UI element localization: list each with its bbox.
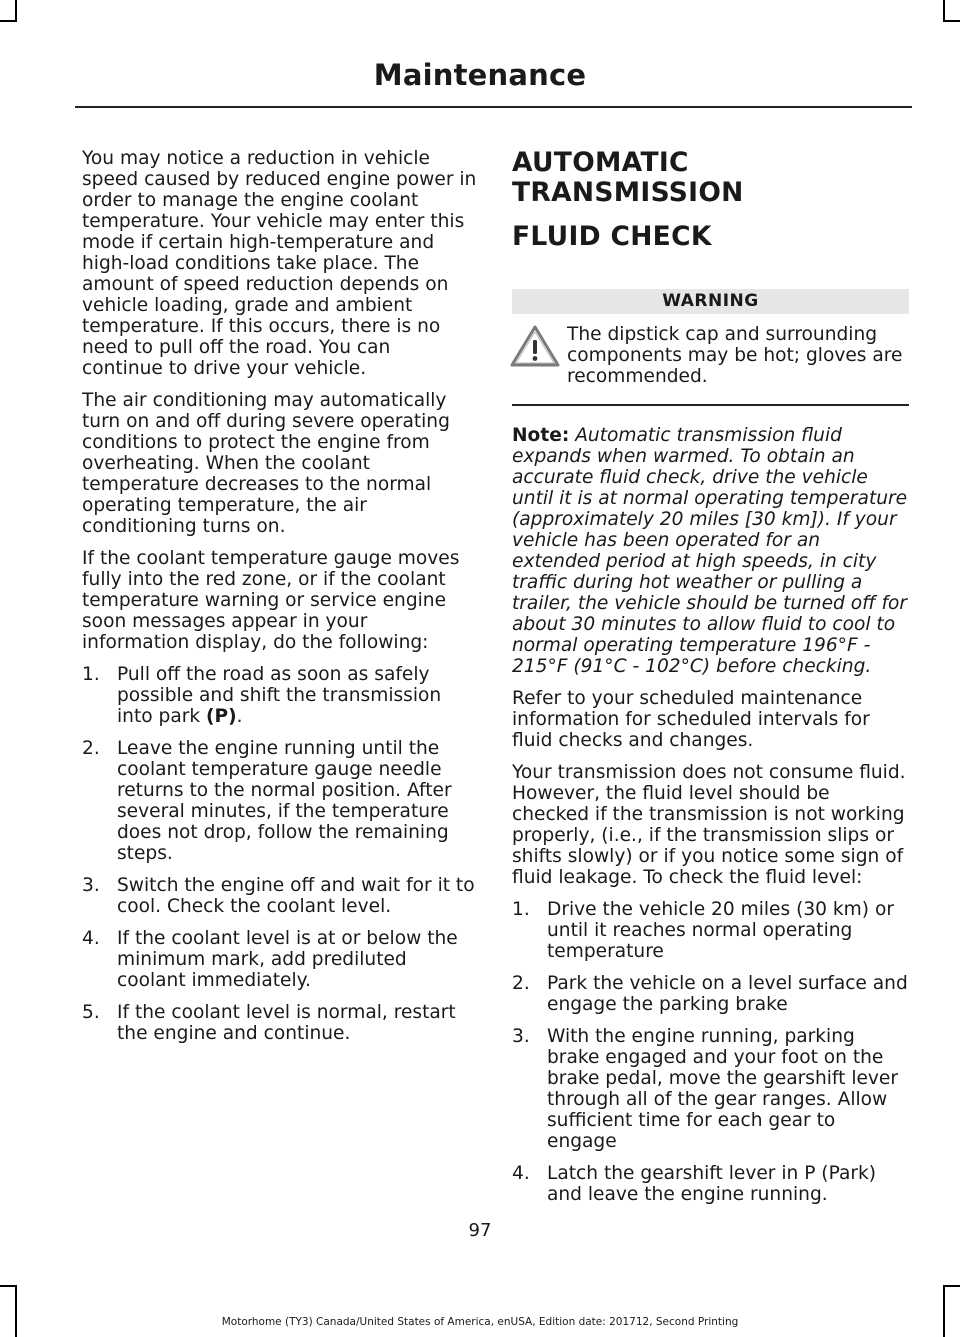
step-number: 2. <box>82 738 100 759</box>
step-end: . <box>236 706 243 727</box>
paragraph: Refer to your scheduled maintenance information for scheduled intervals for fluid checks and changes. <box>512 687 870 751</box>
crop-mark <box>0 1285 17 1287</box>
warning-triangle-icon <box>509 323 561 369</box>
crop-mark <box>943 20 960 22</box>
coolant-steps-list <box>82 664 477 1044</box>
list-item <box>512 1026 909 1152</box>
step-text: Pull off the road as soon as safely possible and shift the transmission into park <box>117 664 442 727</box>
park-label: (P) <box>206 706 237 727</box>
step-number: 4. <box>512 1162 530 1184</box>
note-label: Note: <box>512 424 570 446</box>
list-item <box>512 899 909 962</box>
section-heading-line: FLUID CHECK <box>512 221 712 252</box>
paragraph: The air conditioning may automatically turn on and off during severe operating conditions to protect the engine from overheating. When the coolant temperature decreases to the normal operating temperature, the air conditioning turns on. <box>82 390 450 537</box>
list-item <box>82 664 477 727</box>
step-number: 5. <box>82 1002 100 1023</box>
warning-divider <box>512 404 909 406</box>
step-number: 2. <box>512 972 530 994</box>
warning-box <box>512 314 909 394</box>
page-number: 97 <box>468 1220 492 1241</box>
crop-mark <box>15 1285 17 1337</box>
fluid-check-steps-list <box>512 899 909 1205</box>
step-number: 3. <box>512 1025 530 1047</box>
step-text: With the engine running, parking brake engaged and your foot on the brake pedal, move the gearshift lever through all of the gear ranges. Allow sufficient time for each gear to engage <box>547 1025 899 1152</box>
step-text: Drive the vehicle 20 miles (30 km) or until it reaches normal operating temperature <box>547 898 894 962</box>
crop-mark <box>0 20 17 22</box>
step-number: 3. <box>82 875 100 896</box>
left-column <box>82 148 477 1055</box>
step-number: 1. <box>82 664 100 685</box>
list-item <box>512 973 909 1015</box>
list-item <box>82 928 477 991</box>
paragraph: You may notice a reduction in vehicle speed caused by reduced engine power in order to manage the engine coolant temperature. Your vehicle may enter this mode if certain high-temperature and high-load conditions take place. The amount of speed reduction depends on vehicle loading, grade and ambient temperature. If this occurs, there is no need to pull off the road. You can continue to drive your vehicle. <box>82 148 477 379</box>
step-text: Park the vehicle on a level surface and engage the parking brake <box>547 972 908 1015</box>
list-item <box>82 875 477 917</box>
footer-edition-info: Motorhome (TY3) Canada/United States of America, enUSA, Edition date: 201712, Second Printing <box>221 1316 739 1328</box>
paragraph: If the coolant temperature gauge moves fully into the red zone, or if the coolant temperature warning or service engine soon messages appear in your information display, do the following: <box>82 548 460 653</box>
crop-mark <box>943 1285 960 1287</box>
step-text: Switch the engine off and wait for it to cool. Check the coolant level. <box>117 875 475 917</box>
section-heading-line: AUTOMATIC TRANSMISSION <box>512 147 744 208</box>
section-heading <box>512 148 909 252</box>
note-text: Automatic transmission fluid expands when warmed. To obtain an accurate fluid check, drive the vehicle until it is at normal operating temperature (approximately 20 miles [30 km]). If your vehicle has been operated for an extended period at high speeds, in city traffic during hot weather or pulling a trailer, the vehicle should be turned off for about 30 minutes to allow fluid to cool to normal operating temperature 196°F - 215°F (91°C - 102°C) before checking. <box>512 424 908 677</box>
page-header-title: Maintenance <box>373 58 587 92</box>
list-item <box>82 1002 477 1044</box>
header-divider <box>75 106 912 108</box>
step-text: Latch the gearshift lever in P (Park) and leave the engine running. <box>547 1162 877 1205</box>
paragraph: Your transmission does not consume fluid. However, the fluid level should be checked if the transmission is not working properly, (i.e., if the transmission slips or shifts slowly) or if you notice some sign of fluid leakage. To check the fluid level: <box>512 761 906 888</box>
step-text: If the coolant level is at or below the minimum mark, add prediluted coolant immediately. <box>117 928 458 991</box>
list-item <box>512 1163 909 1205</box>
step-text: Leave the engine running until the coolant temperature gauge needle returns to the normal position. After several minutes, if the temperature does not drop, follow the remaining steps. <box>117 738 452 864</box>
step-number: 4. <box>82 928 100 949</box>
warning-banner: WARNING <box>512 289 909 314</box>
note-paragraph <box>512 425 909 677</box>
list-item <box>82 738 477 864</box>
crop-mark <box>15 0 17 20</box>
step-number: 1. <box>512 898 530 920</box>
crop-mark <box>943 1285 945 1337</box>
step-text: If the coolant level is normal, restart the engine and continue. <box>117 1002 456 1044</box>
warning-text: The dipstick cap and surrounding components may be hot; gloves are recommended. <box>567 324 903 387</box>
crop-mark <box>943 0 945 20</box>
right-column <box>512 148 909 1216</box>
